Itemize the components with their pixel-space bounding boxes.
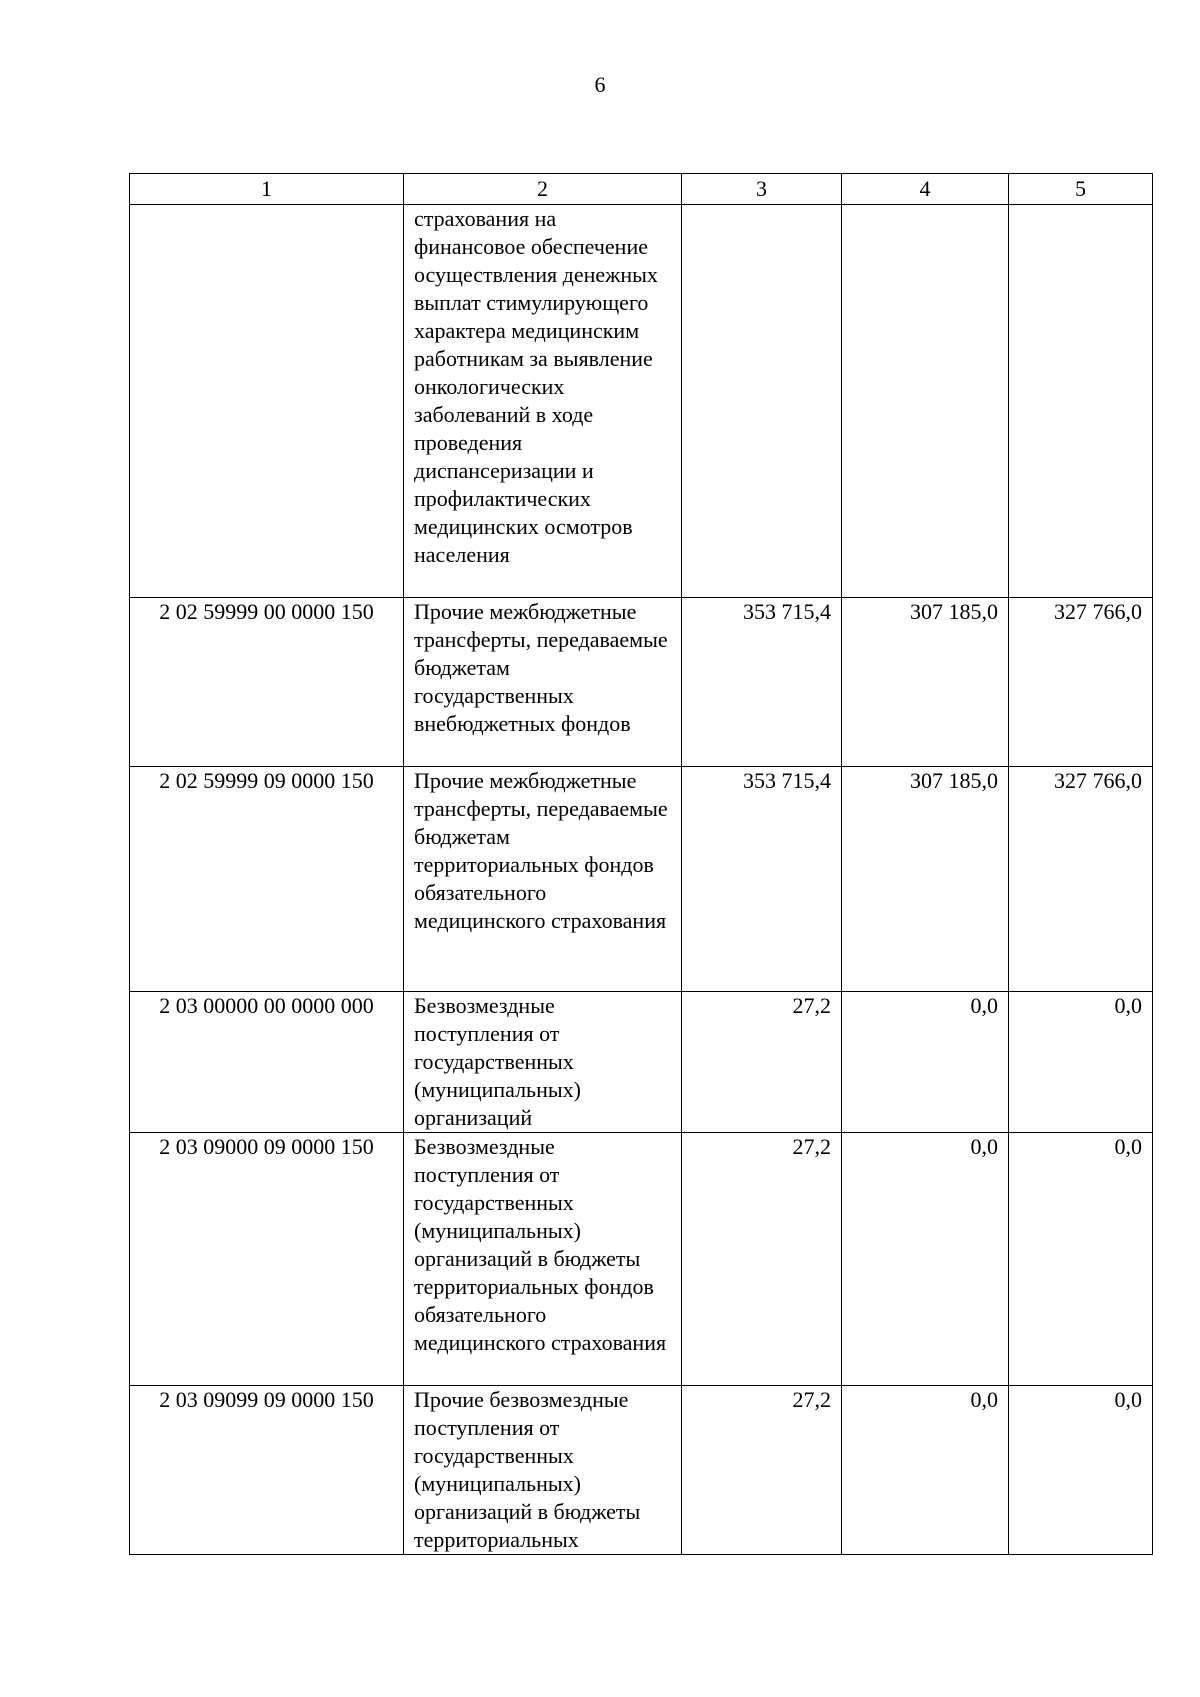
cell-value-4: 307 185,0	[842, 767, 1009, 992]
cell-value-5: 0,0	[1009, 992, 1153, 1133]
cell-name: Безвозмездные поступления от государственных (муниципальных) организаций в бюджеты территориальных фондов обязательного медицинского страхования	[404, 1133, 682, 1386]
column-header: 1	[130, 174, 404, 205]
cell-value-5	[1009, 205, 1153, 598]
cell-value-4: 0,0	[842, 1133, 1009, 1386]
column-header: 3	[682, 174, 842, 205]
table-row	[130, 205, 1153, 598]
cell-code	[130, 205, 404, 598]
cell-code: 2 02 59999 09 0000 150	[130, 767, 404, 992]
cell-value-4: 0,0	[842, 1386, 1009, 1555]
cell-name: страхования на финансовое обеспечение осуществления денежных выплат стимулирующего характера медицинским работникам за выявление онкологических заболеваний в ходе проведения диспансеризации и профилактических медицинских осмотров населения	[404, 205, 682, 598]
column-header: 2	[404, 174, 682, 205]
cell-value-5: 327 766,0	[1009, 598, 1153, 767]
table-row	[130, 1133, 1153, 1386]
table-row	[130, 992, 1153, 1133]
budget-revenue-table	[129, 173, 1153, 1555]
cell-value-4: 0,0	[842, 992, 1009, 1133]
cell-code: 2 03 09000 09 0000 150	[130, 1133, 404, 1386]
cell-value-3: 27,2	[682, 992, 842, 1133]
page-number: 6	[594, 72, 606, 97]
cell-value-3: 353 715,4	[682, 767, 842, 992]
cell-value-5: 0,0	[1009, 1386, 1153, 1555]
column-header: 5	[1009, 174, 1153, 205]
cell-value-3: 353 715,4	[682, 598, 842, 767]
table-row	[130, 598, 1153, 767]
cell-name: Безвозмездные поступления от государственных (муниципальных) организаций	[404, 992, 682, 1133]
cell-name: Прочие безвозмездные поступления от государственных (муниципальных) организаций в бюджеты территориальных	[404, 1386, 682, 1555]
cell-value-5: 0,0	[1009, 1133, 1153, 1386]
table-row	[130, 1386, 1153, 1555]
cell-name: Прочие межбюджетные трансферты, передаваемые бюджетам территориальных фондов обязательного медицинского страхования	[404, 767, 682, 992]
table-row	[130, 767, 1153, 992]
cell-value-3: 27,2	[682, 1133, 842, 1386]
cell-name: Прочие межбюджетные трансферты, передаваемые бюджетам государственных внебюджетных фондов	[404, 598, 682, 767]
column-header: 4	[842, 174, 1009, 205]
cell-value-5: 327 766,0	[1009, 767, 1153, 992]
cell-code: 2 03 09099 09 0000 150	[130, 1386, 404, 1555]
cell-value-4: 307 185,0	[842, 598, 1009, 767]
cell-value-3	[682, 205, 842, 598]
table-header-row	[130, 174, 1153, 205]
cell-value-3: 27,2	[682, 1386, 842, 1555]
cell-code: 2 02 59999 00 0000 150	[130, 598, 404, 767]
cell-code: 2 03 00000 00 0000 000	[130, 992, 404, 1133]
cell-value-4	[842, 205, 1009, 598]
